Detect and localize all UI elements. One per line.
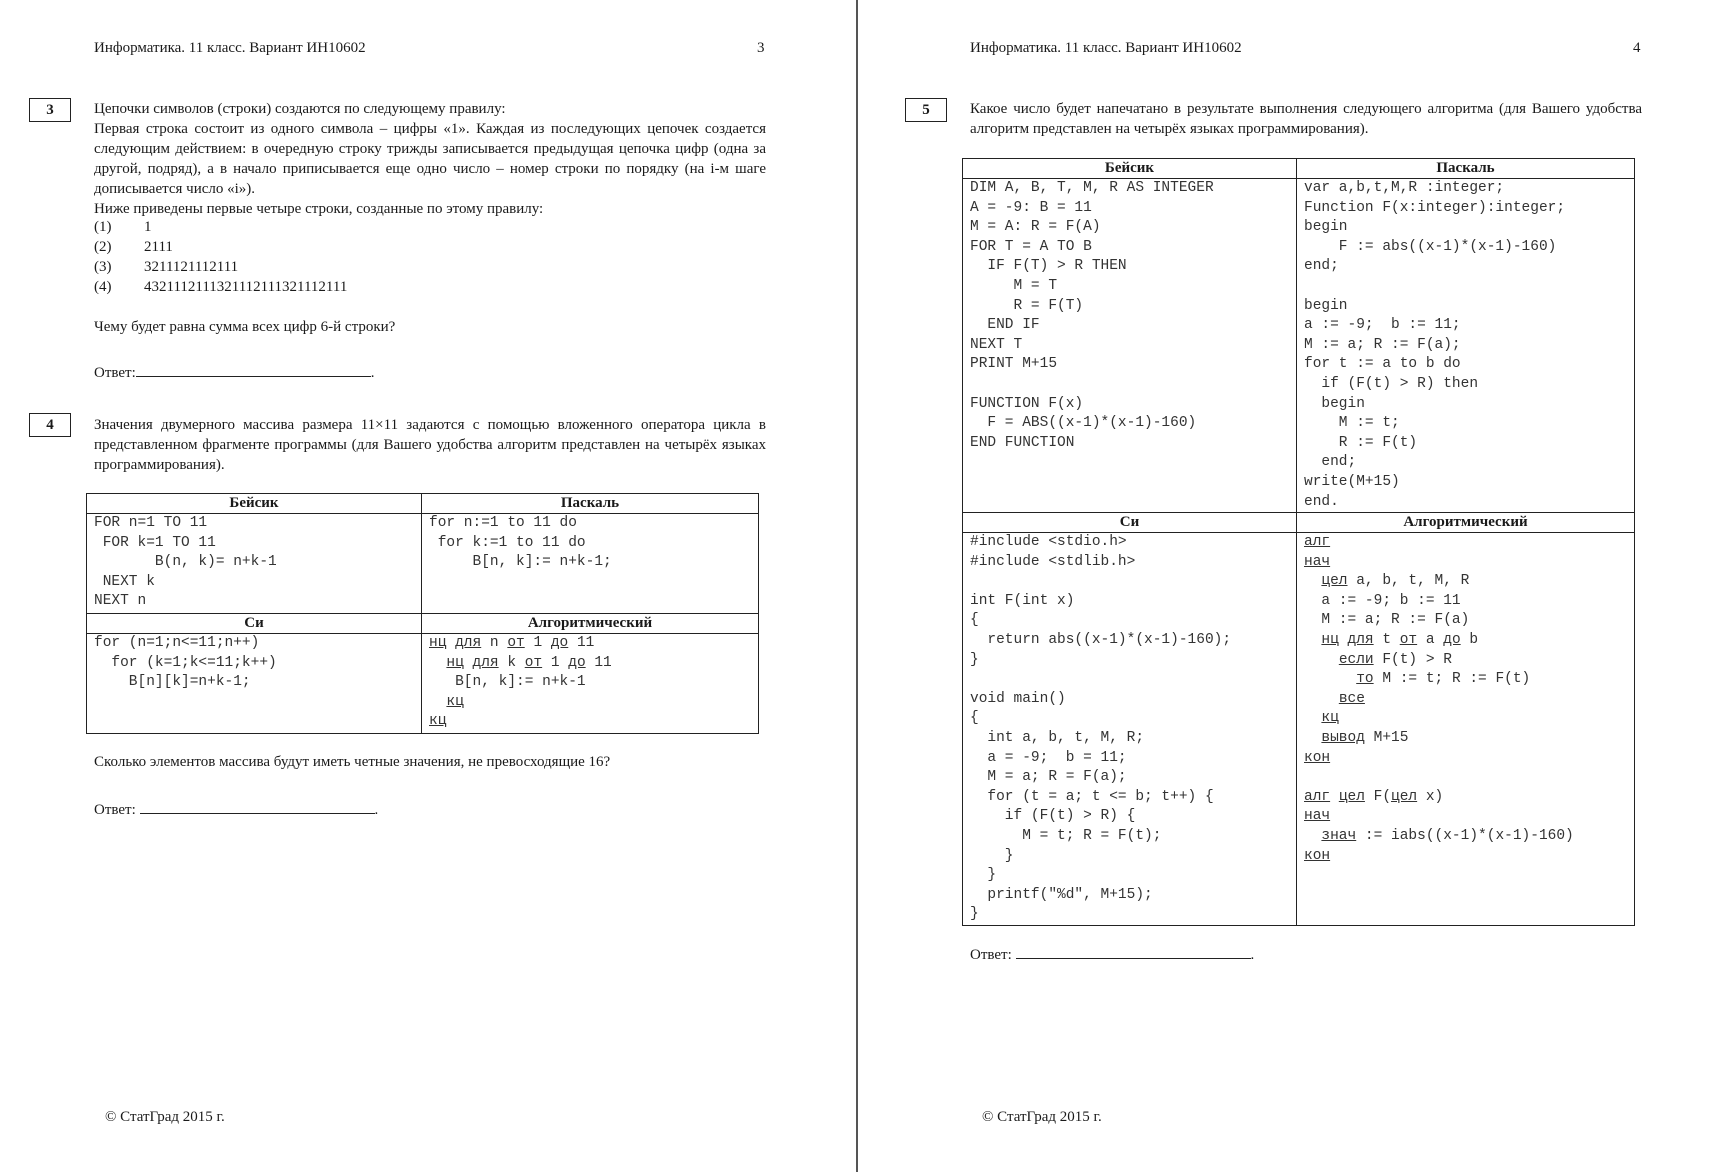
page-footer: © СтатГрад 2015 г.: [982, 1109, 1102, 1125]
q5-c-header: Си: [963, 513, 1297, 533]
q4-basic-code: FOR n=1 TO 11 FOR k=1 TO 11 B(n, k)= n+k-1 NEXT k NEXT n: [94, 515, 277, 610]
q4-algo-code: нц для n от 1 до 11 нц для k от 1 до 11 B[n, k]:= n+k-1 кц кц: [429, 635, 612, 730]
row-value: 2111: [144, 239, 173, 255]
right-page: [859, 0, 1714, 1172]
page-footer: © СтатГрад 2015 г.: [105, 1109, 225, 1125]
q3-rule-paragraph: Первая строка состоит из одного символа – цифры «1». Каждая из последующих цепочек создается следующим действием: в очередную строку трижды записывается предыдущая цепочка цифр (одна за другой, подряд), а в начало приписывается еще одно число – номер строки по порядку (на i-м шаге дописывается число «i»).: [94, 121, 766, 197]
row-label: (3): [94, 259, 112, 275]
row-value: 3211121112111: [144, 259, 239, 275]
row-value: 1: [144, 219, 152, 235]
q4-basic-header: Бейсик: [87, 494, 422, 514]
q3-intro: Ниже приведены первые четыре строки, созданные по этому правилу:: [94, 201, 544, 217]
q4-question: Сколько элементов массива будут иметь четные значения, не превосходящие 16?: [94, 754, 611, 770]
row-label: (2): [94, 239, 112, 255]
q3-line1: Цепочки символов (строки) создаются по следующему правилу:: [94, 101, 506, 117]
q5-c-code: #include <stdio.h> #include <stdlib.h> int F(int x) { return abs((x-1)*(x-1)-160); } void main() { int a, b, t, M, R; a = -9; b = 11; M = a; R = F(a); for (t = a; t <= b; t++) { if (F(t) > R) { M = t; R = F(t); } } printf("%d", M+15); }: [970, 534, 1232, 923]
page-header: Информатика. 11 класс. Вариант ИН10602: [94, 40, 366, 56]
question-4-number: 4: [29, 413, 71, 437]
q3-row-2: [94, 239, 694, 259]
q4-c-code: for (n=1;n<=11;n++) for (k=1;k<=11;k++) B[n][k]=n+k-1;: [94, 635, 277, 691]
q4-pascal-header: Паскаль: [422, 494, 759, 514]
answer-label: Ответ:: [94, 802, 136, 818]
q3-row-3: [94, 259, 694, 279]
question-5-number: 5: [905, 98, 947, 122]
question-4-text: Значения двумерного массива размера 11×11 задаются с помощью вложенного оператора цикла в представленном фрагменте программы (для Вашего удобства алгоритм представлен на четырёх языках программирования).: [94, 417, 766, 473]
question-5-text: Какое число будет напечатано в результате выполнения следующего алгоритма (для Вашего удобства алгоритм представлен на четырёх языках программирования).: [970, 101, 1642, 137]
answer-label: Ответ:: [970, 947, 1012, 963]
answer-label: Ответ:: [94, 365, 136, 381]
q3-row-4: [94, 279, 694, 299]
answer-line[interactable]: [140, 799, 375, 814]
q5-pascal-header: Паскаль: [1297, 159, 1635, 179]
q5-algo-header: Алгоритмический: [1297, 513, 1635, 533]
q5-pascal-code: var a,b,t,M,R :integer; Function F(x:integer):integer; begin F := abs((x-1)*(x-1)-160) end; begin a := -9; b := 11; M := a; R := F(a); for t := a to b do if (F(t) > R) then begin M := t; R := F(t) end; write(M+15) end.: [1304, 180, 1566, 510]
q4-c-header: Си: [87, 614, 422, 634]
q4-answer-field[interactable]: Ответ: .: [94, 799, 378, 819]
row-value: 4321112111321112111321112111: [144, 279, 348, 295]
q4-pascal-code: for n:=1 to 11 do for k:=1 to 11 do B[n, k]:= n+k-1;: [429, 515, 612, 571]
q5-answer-field[interactable]: Ответ: .: [970, 944, 1254, 964]
q3-question: Чему будет равна сумма всех цифр 6-й строки?: [94, 319, 396, 335]
row-label: (1): [94, 219, 112, 235]
answer-line[interactable]: [1016, 944, 1251, 959]
row-label: (4): [94, 279, 112, 295]
q5-basic-code: DIM A, B, T, M, R AS INTEGER A = -9: B = 11 M = A: R = F(A) FOR T = A TO B IF F(T) > R THEN M = T R = F(T) END IF NEXT T PRINT M+15 FUNCTION F(x) F = ABS((x-1)*(x-1)-160) END FUNCTION: [970, 180, 1214, 451]
question-3-text: [94, 99, 766, 219]
q5-algo-code: алг нач цел a, b, t, M, R a := -9; b := 11 M := a; R := F(a) нц для t от a до b если F(t) > R то M := t; R := F(t) все кц вывод M+15 кон алг цел F(цел x) нач знач := iabs((x-1)*(x-1)-160) кон: [1304, 534, 1574, 864]
q4-code-table: [86, 493, 759, 734]
q5-code-table: [962, 158, 1635, 926]
page-number: 4: [1633, 40, 1641, 56]
page-header: Информатика. 11 класс. Вариант ИН10602: [970, 40, 1242, 56]
page-number: 3: [757, 40, 765, 56]
question-3-number: 3: [29, 98, 71, 122]
q3-answer-field[interactable]: Ответ: .: [94, 362, 375, 382]
q3-row-1: [94, 219, 694, 239]
q4-algo-header: Алгоритмический: [422, 614, 759, 634]
q5-basic-header: Бейсик: [963, 159, 1297, 179]
answer-line[interactable]: [136, 362, 371, 377]
